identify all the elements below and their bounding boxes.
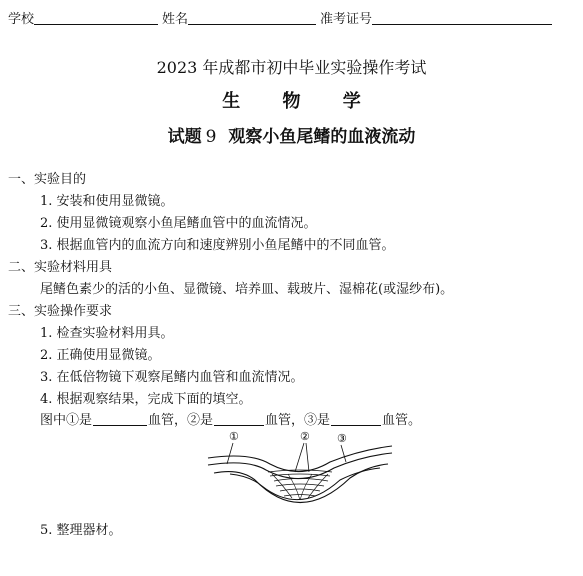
section-heading: 二、实验材料用具: [8, 260, 113, 275]
fill-blank-part1: 血管，②是: [148, 413, 214, 428]
label-2-leader-a: [295, 443, 304, 472]
school-label: 学校: [8, 12, 35, 27]
answer-blank-3[interactable]: [331, 413, 381, 426]
list-item: 2. 使用显微镜观察小鱼尾鳍血管中的血流情况。: [40, 216, 317, 231]
ticket-number-field[interactable]: [372, 12, 552, 25]
list-item: 3. 根据血管内的血流方向和速度辨别小鱼尾鳍中的不同血管。: [40, 238, 395, 253]
topic-name: 观察小鱼尾鳍的血液流动: [228, 127, 416, 147]
diagram-label-2: ②: [300, 430, 310, 443]
capillary-line: [276, 484, 324, 486]
diagram-label-1: ①: [229, 430, 239, 443]
list-item: 2. 正确使用显微镜。: [40, 348, 161, 363]
upper-vessel-wall-top: [208, 446, 392, 472]
subject-title: 生 物 学: [222, 91, 379, 112]
name-label: 姓名: [162, 12, 189, 27]
topic-title: [0, 122, 583, 147]
capillary-line: [274, 479, 328, 482]
fill-blank-part2: 血管，③是: [265, 413, 331, 428]
list-item: 1. 检查实验材料用具。: [40, 326, 174, 341]
capillary-line: [284, 495, 316, 497]
fill-blank-part3: 血管。: [382, 413, 422, 428]
diagram-label-3: ③: [337, 432, 347, 445]
list-item: 3. 在低倍物镜下观察尾鳍内血管和血流情况。: [40, 370, 304, 385]
topic-prefix: 试题: [167, 127, 202, 147]
label-2-leader-b: [306, 443, 309, 472]
ticket-number-label: 准考证号: [320, 12, 373, 27]
list-item: 1. 安装和使用显微镜。: [40, 194, 174, 209]
answer-blank-1[interactable]: [93, 413, 147, 426]
school-field[interactable]: [34, 12, 158, 25]
list-item: 5. 整理器材。: [40, 523, 122, 538]
label-3-leader: [341, 445, 346, 462]
list-item: 4. 根据观察结果，完成下面的填空。: [40, 392, 252, 407]
fill-blank-question: [40, 413, 421, 429]
fill-blank-intro: 图中①是: [40, 413, 93, 428]
exam-title: 2023 年成都市初中毕业实验操作考试: [156, 58, 427, 77]
blood-vessel-diagram: [200, 428, 400, 518]
list-item: 尾鳍色素少的活的小鱼、显微镜、培养皿、载玻片、湿棉花(或湿纱布)。: [40, 282, 454, 297]
name-field[interactable]: [188, 12, 316, 25]
section-heading: 三、实验操作要求: [8, 304, 113, 319]
candidate-info-header: [8, 8, 552, 27]
section-heading: 一、实验目的: [8, 172, 87, 187]
label-1-leader: [227, 443, 233, 464]
answer-blank-2[interactable]: [214, 413, 264, 426]
topic-number: 9: [205, 127, 217, 147]
